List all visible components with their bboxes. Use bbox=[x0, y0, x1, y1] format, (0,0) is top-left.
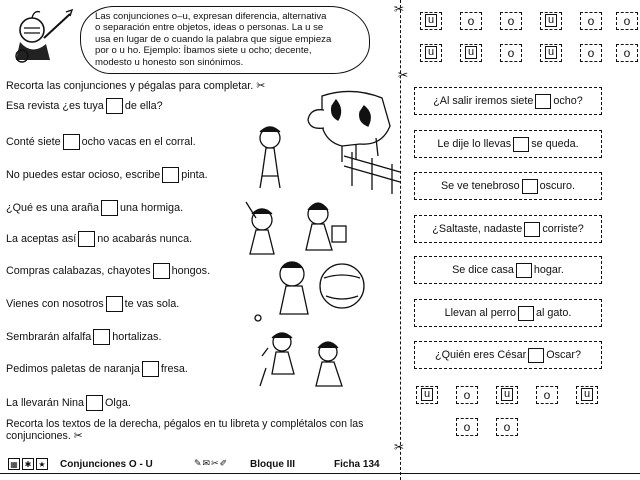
answer-box[interactable] bbox=[162, 167, 179, 183]
conjunction-tile[interactable] bbox=[456, 418, 478, 436]
instruction-text: Recorta los textos de la derecha, pégalos en tu libreta y complétalos con las conjunciones. bbox=[6, 418, 364, 443]
intro-line: Las conjunciones o–u, expresan diferencia, alternativa bbox=[95, 11, 327, 22]
conjunction-tile[interactable] bbox=[580, 12, 602, 30]
sentence-row bbox=[6, 395, 131, 411]
answer-box[interactable] bbox=[86, 395, 103, 411]
conjunction-tile[interactable] bbox=[420, 12, 442, 30]
sentence-after: de ella? bbox=[124, 100, 163, 112]
tile-letter: u bbox=[421, 388, 433, 401]
left-column bbox=[4, 0, 400, 480]
card-before: ¿Al salir iremos siete bbox=[433, 95, 534, 107]
sentence-before: Sembrarán alfalfa bbox=[6, 331, 92, 343]
card-before: Llevan al perro bbox=[444, 307, 516, 319]
card-after: se queda. bbox=[531, 138, 579, 150]
intro-cloud bbox=[80, 6, 370, 74]
conjunction-tile[interactable] bbox=[580, 44, 602, 62]
sentence-card[interactable] bbox=[414, 256, 602, 284]
conjunction-tile[interactable] bbox=[616, 12, 638, 30]
tile-letter: o bbox=[543, 388, 551, 402]
conjunction-tile[interactable] bbox=[540, 44, 562, 62]
scissors-icon: ✂ bbox=[394, 2, 405, 16]
sentence-after: no acabarás nunca. bbox=[97, 233, 193, 245]
sentence-before: Compras calabazas, chayotes bbox=[6, 265, 151, 277]
answer-box[interactable] bbox=[101, 200, 118, 216]
conjunction-tile[interactable] bbox=[460, 12, 482, 30]
sentence-card[interactable] bbox=[414, 341, 602, 369]
sentence-card[interactable] bbox=[414, 87, 602, 115]
tile-letter: u bbox=[581, 388, 593, 401]
sentence-card[interactable] bbox=[414, 130, 602, 158]
card-answer-box[interactable] bbox=[522, 179, 538, 194]
card-before: Le dije lo llevas bbox=[437, 138, 512, 150]
card-answer-box[interactable] bbox=[535, 94, 551, 109]
card-after: oscuro. bbox=[539, 180, 576, 192]
footer-ficha: Ficha 134 bbox=[334, 459, 380, 470]
tile-letter: u bbox=[501, 388, 513, 401]
card-after: al gato. bbox=[536, 307, 572, 319]
intro-line: usa en lugar de o cuando la palabra que sigue empieza bbox=[95, 33, 332, 45]
sentence-before: ¿Qué es una araña bbox=[6, 202, 100, 214]
tile-letter: o bbox=[463, 420, 471, 434]
conjunction-tile[interactable] bbox=[496, 418, 518, 436]
tile-letter: u bbox=[425, 14, 437, 27]
conjunction-tile[interactable] bbox=[420, 44, 442, 62]
sentence-after: ocho vacas en el corral. bbox=[81, 136, 196, 148]
children-cow-illustration bbox=[232, 86, 402, 416]
tile-letter: u bbox=[465, 46, 477, 59]
sparkle-icon: ✱ bbox=[22, 458, 34, 470]
tile-letter: o bbox=[467, 14, 475, 28]
card-answer-box[interactable] bbox=[524, 222, 540, 237]
answer-box[interactable] bbox=[106, 98, 123, 114]
intro-line: por o u ho. Ejemplo: Íbamos siete u ocho; decente, bbox=[95, 45, 312, 57]
card-before: Se dice casa bbox=[452, 264, 514, 276]
scissors-glue-icon: ✂ bbox=[398, 68, 409, 82]
conjunction-tile[interactable] bbox=[416, 386, 438, 404]
sentence-before: Conté siete bbox=[6, 136, 61, 148]
sentence-card[interactable] bbox=[414, 299, 602, 327]
footer-mini-icons: ✎✉✂✐ bbox=[194, 458, 229, 468]
sentence-after: te vas sola. bbox=[124, 298, 180, 310]
sentence-before: No puedes estar ocioso, escribe bbox=[6, 169, 161, 181]
star-icon: ★ bbox=[36, 458, 48, 470]
card-before: ¿Saltaste, nadaste bbox=[432, 223, 523, 235]
footer-bar bbox=[4, 456, 400, 474]
footer-bloque: Bloque III bbox=[250, 459, 295, 470]
sentence-after: pinta. bbox=[181, 169, 208, 181]
grid-icon: ▦ bbox=[8, 458, 20, 470]
knight-icon bbox=[10, 8, 74, 66]
card-after: corriste? bbox=[542, 223, 584, 235]
sentence-card[interactable] bbox=[414, 215, 602, 243]
sentence-before: La llevarán Nina bbox=[6, 397, 85, 409]
sentence-row bbox=[6, 200, 183, 216]
intro-line: o separación entre objetos, ideas o personas. La u se bbox=[95, 22, 324, 34]
conjunction-tile[interactable] bbox=[500, 44, 522, 62]
tile-letter: o bbox=[623, 46, 631, 60]
tile-letter: o bbox=[623, 14, 631, 28]
card-answer-box[interactable] bbox=[513, 137, 529, 152]
sentence-row bbox=[6, 296, 179, 312]
card-before: Se ve tenebroso bbox=[440, 180, 520, 192]
card-answer-box[interactable] bbox=[518, 306, 534, 321]
sentence-before: Vienes con nosotros bbox=[6, 298, 104, 310]
answer-box[interactable] bbox=[93, 329, 110, 345]
sentence-after: una hormiga. bbox=[120, 202, 184, 214]
sentence-after: fresa. bbox=[160, 363, 188, 375]
card-after: ocho? bbox=[553, 95, 583, 107]
conjunction-tile[interactable] bbox=[456, 386, 478, 404]
right-column bbox=[398, 0, 640, 480]
card-after: hogar. bbox=[533, 264, 564, 276]
tile-letter: u bbox=[545, 46, 557, 59]
conjunction-tile[interactable] bbox=[536, 386, 558, 404]
answer-box[interactable] bbox=[106, 296, 123, 312]
answer-box[interactable] bbox=[78, 231, 95, 247]
sentence-row bbox=[6, 329, 161, 345]
tile-letter: o bbox=[507, 46, 515, 60]
instruction-text: Recorta las conjunciones y pégalas para completar. bbox=[6, 80, 254, 92]
sentence-row bbox=[6, 167, 208, 183]
cut-paste-instruction bbox=[6, 79, 265, 92]
conjunction-tile[interactable] bbox=[576, 386, 598, 404]
answer-box[interactable] bbox=[63, 134, 80, 150]
tile-letter: o bbox=[587, 46, 595, 60]
scissors-glue-icon: ✂ bbox=[256, 80, 266, 92]
sentence-after: hortalizas. bbox=[112, 331, 162, 343]
answer-box[interactable] bbox=[142, 361, 159, 377]
conjunction-tile[interactable] bbox=[500, 12, 522, 30]
footer-icons bbox=[8, 458, 50, 470]
footer-title: Conjunciones O - U bbox=[60, 459, 153, 470]
tile-letter: u bbox=[545, 14, 557, 27]
sentence-before: Pedimos paletas de naranja bbox=[6, 363, 140, 375]
tile-letter: o bbox=[503, 420, 511, 434]
sentence-row bbox=[6, 98, 163, 114]
final-instruction bbox=[6, 418, 396, 442]
conjunction-tile[interactable] bbox=[496, 386, 518, 404]
bottom-rule bbox=[0, 473, 640, 474]
scissors-icon: ✂ bbox=[394, 440, 405, 454]
sentence-card[interactable] bbox=[414, 172, 602, 200]
sentence-before: La aceptas así bbox=[6, 233, 77, 245]
tile-letter: u bbox=[425, 46, 437, 59]
tile-letter: o bbox=[463, 388, 471, 402]
conjunction-tile[interactable] bbox=[540, 12, 562, 30]
answer-box[interactable] bbox=[153, 263, 170, 279]
sentence-after: hongos. bbox=[171, 265, 211, 277]
sentence-row bbox=[6, 361, 188, 377]
intro-line: modesto u honesto son sinónimos. bbox=[95, 56, 244, 68]
sentence-after: Olga. bbox=[105, 397, 131, 409]
sentence-row bbox=[6, 263, 210, 279]
card-answer-box[interactable] bbox=[528, 348, 544, 363]
sentence-row bbox=[6, 231, 192, 247]
conjunction-tile[interactable] bbox=[616, 44, 638, 62]
tile-letter: o bbox=[507, 14, 515, 28]
tile-letter: o bbox=[587, 14, 595, 28]
card-after: Oscar? bbox=[546, 349, 582, 361]
card-answer-box[interactable] bbox=[516, 263, 532, 278]
sentence-before: Esa revista ¿es tuya bbox=[6, 100, 104, 112]
scissors-glue-icon: ✂ bbox=[73, 430, 83, 443]
conjunction-tile[interactable] bbox=[460, 44, 482, 62]
card-before: ¿Quién eres César bbox=[434, 349, 527, 361]
sentence-row bbox=[6, 134, 196, 150]
